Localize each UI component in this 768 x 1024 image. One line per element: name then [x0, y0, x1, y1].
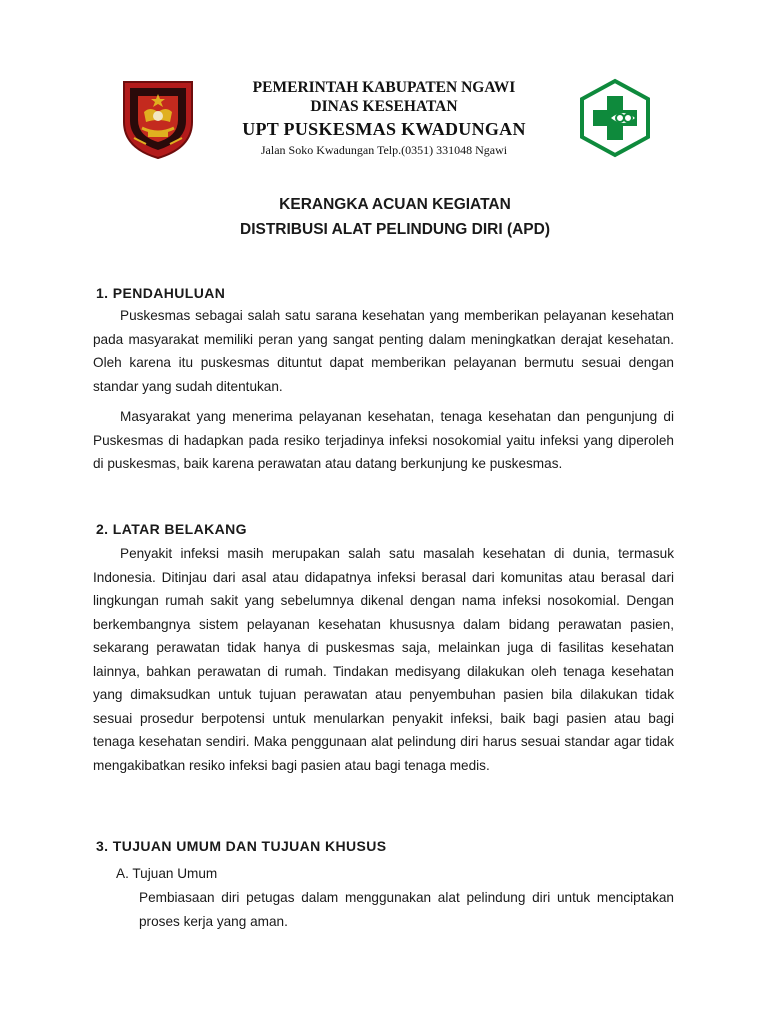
section-heading-pendahuluan: 1. PENDAHULUAN [96, 285, 226, 301]
puskesmas-logo-icon [575, 78, 655, 158]
ngawi-regency-crest-icon [120, 78, 196, 160]
letterhead-department: DINAS KESEHATAN [310, 98, 458, 115]
section-heading-tujuan: 3. TUJUAN UMUM DAN TUJUAN KHUSUS [96, 838, 387, 854]
paragraph-latar-belakang: Penyakit infeksi masih merupakan salah satu masalah kesehatan di dunia, termasuk Indonesia. Ditinjau dari asal atau didapatnya infeksi berasal dari komunitas atau berasal dari lingkungan rumah sakit yang sebelumnya dikenal dengan nama infeksi nosokomial. Dengan berkembangnya sistem pelayanan kesehatan khususnya dalam bidang perawatan pasien, sekarang perawatan tidak hanya di puskesmas saja, melainkan juga di fasilitas kesehatan lainnya, bahkan perawatan di rumah. Tindakan medisyang dilakukan oleh tenaga kesehatan yang dimaksudkan untuk tujuan perawatan atau penyembuhan pasien bila dilakukan tidak sesuai prosedur berpotensi untuk menularkan penyakit infeksi, baik bagi pasien atau bagi tenaga kesehatan sendiri. Maka penggunaan alat pelindung diri harus sesuai standar agar tidak mengakibatkan resiko infeksi bagi pasien atau bagi tenaga medis. [93, 546, 674, 773]
letterhead-government: PEMERINTAH KABUPATEN NGAWI [252, 79, 516, 96]
paragraph-pendahuluan-1: Puskesmas sebagai salah satu sarana kesehatan yang memberikan pelayanan kesehatan pada masyarakat memiliki peran yang sangat penting dalam meningkatkan derajat kesehatan. Oleh karena itu puskesmas dituntut dapat memberikan pelayanan bermutu sesuai dengan standar yang sudah ditentukan. [93, 308, 674, 394]
subsection-label-tujuan-umum: A. Tujuan Umum [116, 866, 218, 881]
document-subtitle: DISTRIBUSI ALAT PELINDUNG DIRI (APD) [240, 221, 550, 238]
document-title: KERANGKA ACUAN KEGIATAN [279, 196, 511, 213]
paragraph-pendahuluan-2: Masyarakat yang menerima pelayanan kesehatan, tenaga kesehatan dan pengunjung di Puskesmas di hadapkan pada resiko terjadinya infeksi nosokomial yaitu infeksi yang diperoleh di puskesmas, baik karena perawatan atau datang berkunjung ke puskesmas. [93, 409, 674, 471]
paragraph-tujuan-umum: Pembiasaan diri petugas dalam menggunakan alat pelindung diri untuk menciptakan proses kerja yang aman. [139, 890, 674, 929]
section-heading-latar-belakang: 2. LATAR BELAKANG [96, 521, 247, 537]
letterhead-address: Jalan Soko Kwadungan Telp.(0351) 331048 Ngawi [260, 143, 508, 157]
letterhead-puskesmas-name: UPT PUSKESMAS KWADUNGAN [242, 119, 526, 139]
